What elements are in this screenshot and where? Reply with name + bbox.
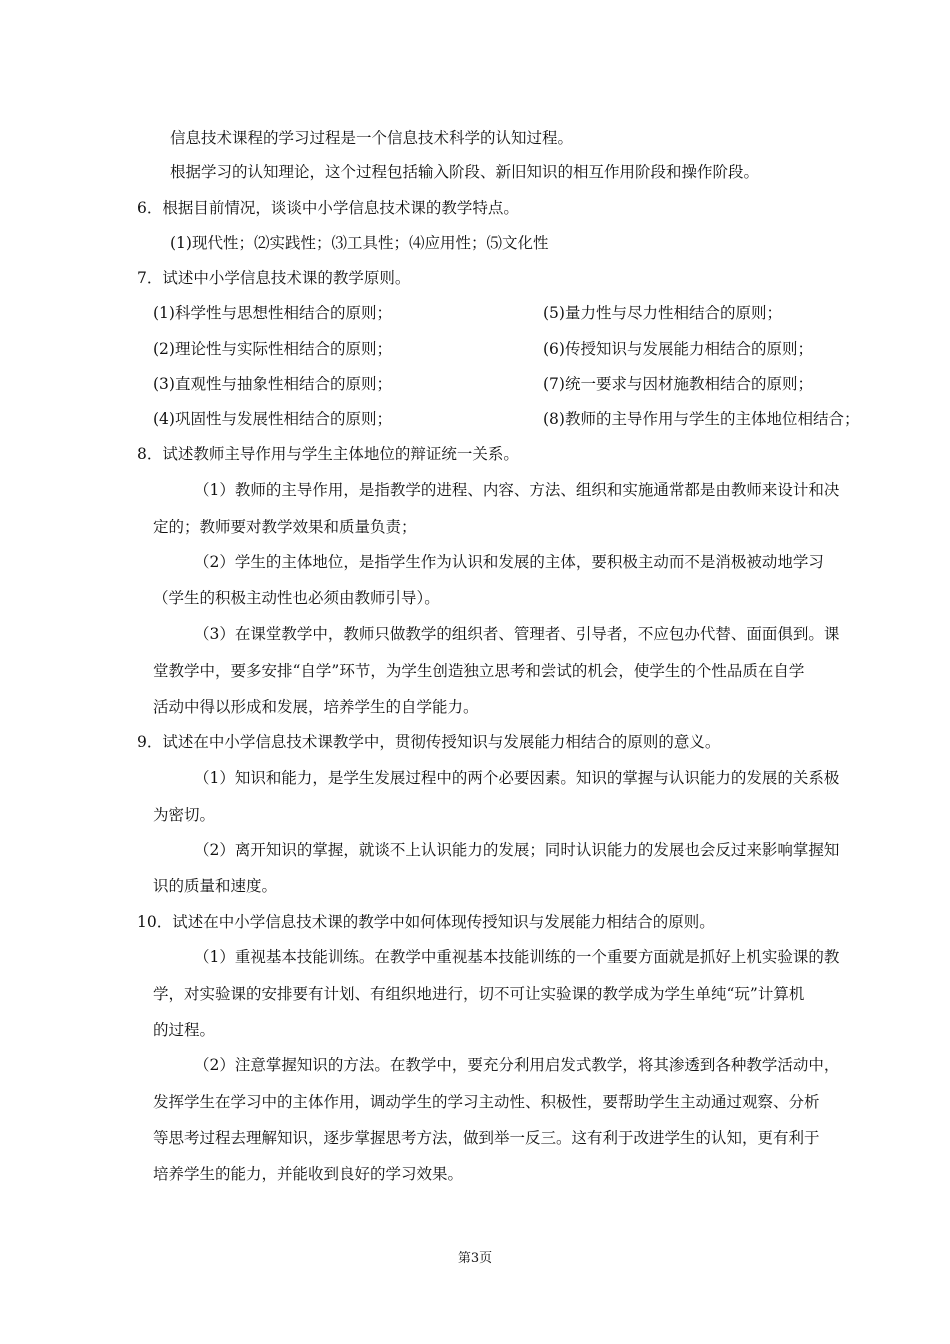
paragraph-line: 为密切。 [153, 806, 216, 824]
paragraph-line: 的过程。 [153, 1021, 216, 1039]
paragraph-line: 发挥学生在学习中的主体作用，调动学生的学习主动性、积极性，要帮助学生主动通过观察、分析 [153, 1093, 820, 1111]
principle-item: (2)理论性与实际性相结合的原则； [153, 340, 392, 358]
question-8-title: 8．试述教师主导作用与学生主体地位的辩证统一关系。 [137, 445, 519, 463]
paragraph-line: （2）离开知识的掌握，就谈不上认识能力的发展；同时认识能力的发展也会反过来影响掌握知 [194, 841, 840, 859]
paragraph-line: （2）学生的主体地位，是指学生作为认识和发展的主体，要积极主动而不是消极被动地学习 [194, 553, 824, 571]
page-number: 第3页 [457, 1251, 493, 1266]
question-10-title: 10．试述在中小学信息技术课的教学中如何体现传授知识与发展能力相结合的原则。 [137, 913, 715, 931]
principle-item: (6)传授知识与发展能力相结合的原则； [543, 340, 813, 358]
paragraph-line: 学，对实验课的安排要有计划、有组织地进行，切不可让实验课的教学成为学生单纯“玩”计算机 [153, 985, 805, 1003]
paragraph-line: （1）教师的主导作用，是指教学的进程、内容、方法、组织和实施通常都是由教师来设计和决 [194, 481, 840, 499]
principle-item: (8)教师的主导作用与学生的主体地位相结合； [543, 410, 860, 428]
question-9-title: 9．试述在中小学信息技术课教学中，贯彻传授知识与发展能力相结合的原则的意义。 [137, 733, 721, 751]
question-7-title: 7．试述中小学信息技术课的教学原则。 [137, 269, 411, 287]
question-6-title: 6．根据目前情况，谈谈中小学信息技术课的教学特点。 [137, 199, 519, 217]
principle-item: (3)直观性与抽象性相结合的原则； [153, 375, 392, 393]
paragraph-line: 定的；教师要对教学效果和质量负责； [153, 518, 417, 536]
principle-item: (7)统一要求与因材施教相结合的原则； [543, 375, 813, 393]
paragraph-line: 根据学习的认知理论，这个过程包括输入阶段、新旧知识的相互作用阶段和操作阶段。 [170, 163, 760, 181]
paragraph-line: （1）知识和能力，是学生发展过程中的两个必要因素。知识的掌握与认识能力的发展的关系极 [194, 769, 840, 787]
paragraph-line: 等思考过程去理解知识，逐步掌握思考方法，做到举一反三。这有利于改进学生的认知，更有利于 [153, 1129, 820, 1147]
principle-item: (1)科学性与思想性相结合的原则； [153, 304, 392, 322]
paragraph-line: （1）重视基本技能训练。在教学中重视基本技能训练的一个重要方面就是抓好上机实验课的教 [194, 948, 840, 966]
paragraph-line: （学生的积极主动性也必须由教师引导）。 [153, 589, 440, 607]
principle-item: (4)巩固性与发展性相结合的原则； [153, 410, 392, 428]
paragraph-line: （2）注意掌握知识的方法。在教学中，要充分利用启发式教学，将其渗透到各种教学活动中， [194, 1056, 840, 1074]
paragraph-line: 信息技术课程的学习过程是一个信息技术科学的认知过程。 [170, 129, 574, 147]
question-6-answer: (1)现代性；⑵实践性；⑶工具性；⑷应用性；⑸文化性 [170, 234, 549, 252]
paragraph-line: 识的质量和速度。 [153, 877, 278, 895]
paragraph-line: 培养学生的能力，并能收到良好的学习效果。 [153, 1165, 464, 1183]
paragraph-line: 堂教学中，要多安排“自学”环节，为学生创造独立思考和尝试的机会，使学生的个性品质在自学 [153, 662, 805, 680]
paragraph-line: （3）在课堂教学中，教师只做教学的组织者、管理者、引导者，不应包办代替、面面俱到。课 [194, 625, 840, 643]
principle-item: (5)量力性与尽力性相结合的原则； [543, 304, 782, 322]
paragraph-line: 活动中得以形成和发展，培养学生的自学能力。 [153, 698, 479, 716]
